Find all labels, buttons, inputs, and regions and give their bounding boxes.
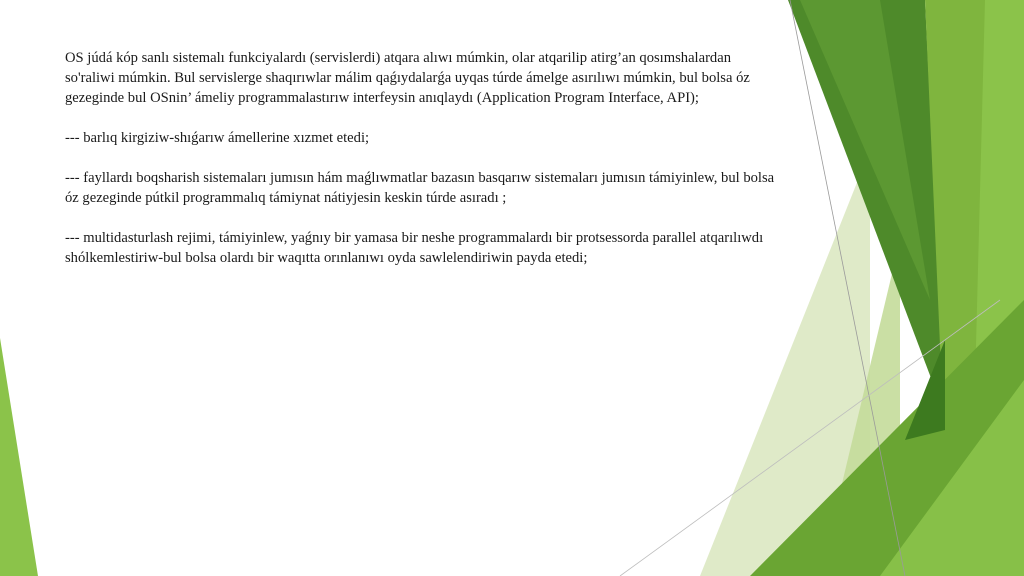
paragraph-os-services: OS júdá kóp sanlı sistemalı funkciyalardı (servislerdi) atqara alıwı múmkin, olar atqarilip atirg’an qosımshalardan so'raliwi múmkin. Bul servislerge shaqırıwlar málim qaǵıydalarǵa uyqas túrde ámelge asırılıwı múmkin, bul bolsa óz gezeginde bul OSnin’ ámeliy programmalastırıw interfeysin anıqlaydı (Application Program Interface, API); <box>65 50 750 106</box>
left-green-sliver <box>0 338 38 576</box>
slide-body-text <box>65 48 777 288</box>
paragraph-multiprogramming: --- multidasturlash rejimi, támiyinlew, yaǵnıy bir yamasa bir neshe programmalardı bir protsessorda parallel atqarılıwdı shólkemlestiriw-bul bolsa olardı bir waqıtta orınlanıwı oyda sawlelendiriwin payda etedi; <box>65 230 764 266</box>
paragraph-file-systems: --- fayllardı boqsharish sistemaları jumısın hám maǵlıwmatlar bazasın basqarıw sistemaları jumısın támiyinlew, bul bolsa óz gezeginde pútkil programmalıq támiynat nátiyjesin keskin túrde asıradı ; <box>65 170 775 206</box>
paragraph-io-operations: --- barlıq kirgiziw-shıǵarıw ámellerine xızmet etedi; <box>65 130 370 146</box>
